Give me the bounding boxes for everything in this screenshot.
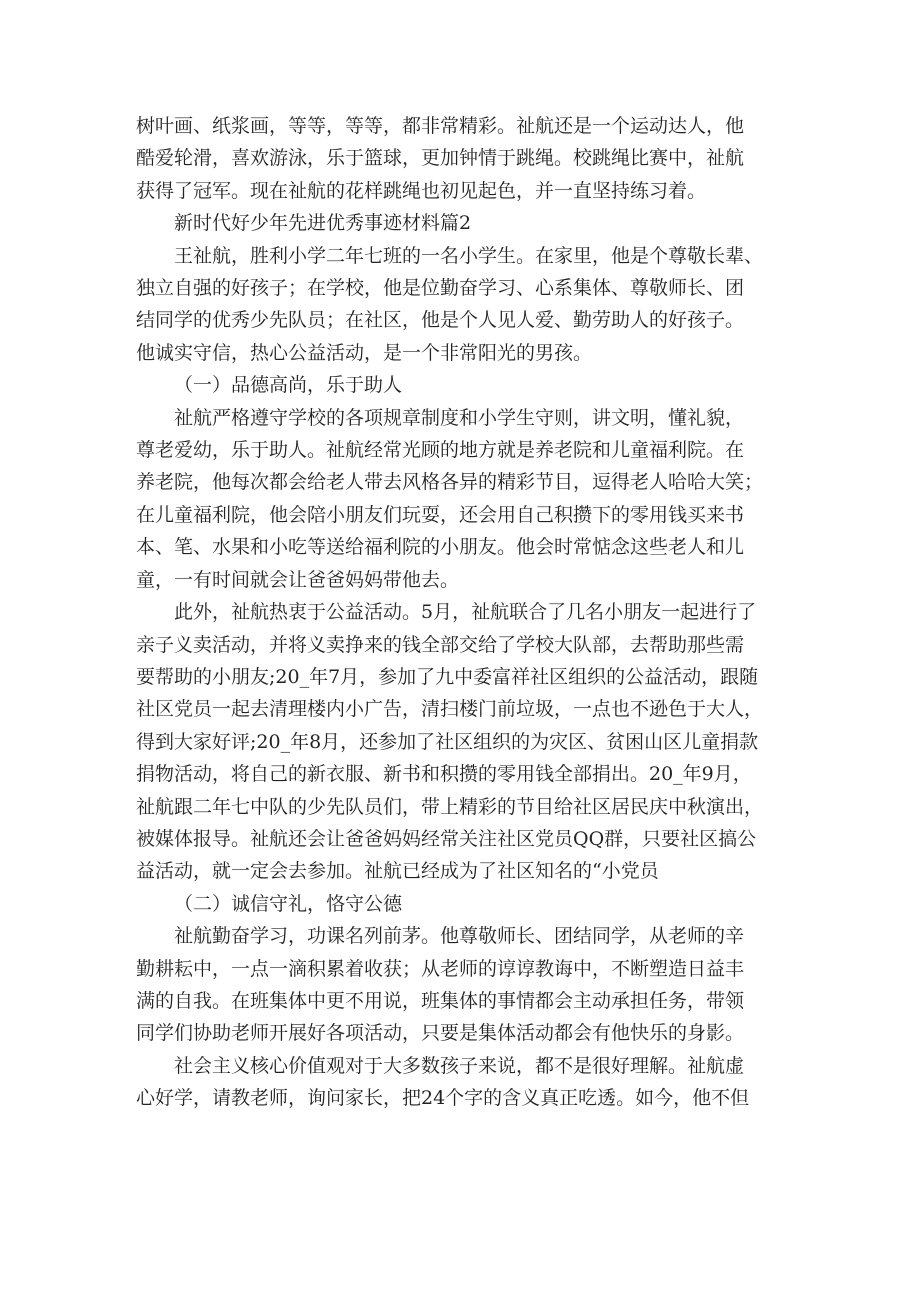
section-heading-2: （二）诚信守礼，恪守公德 <box>174 892 403 915</box>
section-heading-1: （一）品德高尚，乐于助人 <box>174 374 403 397</box>
document-page <box>136 110 798 1115</box>
paragraph-morality: 祉航严格遵守学校的各项规章制度和小学生守则，讲文明，懂礼貌， 尊老爱幼，乐于助人。祉航经常光顾的地方就是养老院和儿童福利院。在 养老院，他每次都会给老人带去风格各异的精彩节目，逗得老人哈哈大笑； 在儿童福利院，他会陪小朋友们玩耍，还会用自己积攒下的零用钱买来书 本、笔、水果和小吃等送给福利院的小朋友。他会时常惦念这些老人和儿 童，一有时间就会让爸爸妈妈带他去。 <box>136 406 764 591</box>
paragraph-intro: 王祉航，胜利小学二年七班的一名小学生。在家里，他是个尊敬长辈、 独立自强的好孩子；在学校，他是位勤奋学习、心系集体、尊敬师长、团 结同学的优秀少先队员；在社区，他是个人见人爱、勤劳助人的好孩子。 他诚实守信，热心公益活动，是一个非常阳光的男孩。 <box>136 244 764 364</box>
paragraph-values: 社会主义核心价值观对于大多数孩子来说，都不是很好理解。祉航虚 心好学，请教老师，询问家长，把24个字的含义真正吃透。如今，他不但 <box>136 1054 750 1110</box>
article-title: 新时代好少年先进优秀事迹材料篇2 <box>174 212 472 235</box>
paragraph-continuation: 树叶画、纸浆画，等等，等等，都非常精彩。祉航还是一个运动达人，他 酷爱轮滑，喜欢游泳，乐于篮球，更加钟情于跳绳。校跳绳比赛中，祉航 获得了冠军。现在祉航的花样跳绳也初见起色，并一直坚持练习着。 <box>136 115 745 202</box>
paragraph-charity: 此外，祉航热衷于公益活动。5月，祉航联合了几名小朋友一起进行了 亲子义卖活动，并将义卖挣来的钱全部交给了学校大队部，去帮助那些需 要帮助的小朋友;20_年7月，参加了九中委富祥社区组织的公益活动，跟随 社区党员一起去清理楼内小广告，清扫楼门前垃圾，一点也不逊色于大人， 得到大家好评;20_年8月，还参加了社区组织的为灾区、贫困山区儿童捐款 捐物活动，将自己的新衣服、新书和积攒的零用钱全部捐出。20_年9月， 祉航跟二年七中队的少先队员们，带上精彩的节目给社区居民庆中秋演出， 被媒体报导。祉航还会让爸爸妈妈经常关注社区党员QQ群，只要社区搞公 益活动，就一定会去参加。祉航已经成为了社区知名的“小党员 <box>136 601 764 883</box>
paragraph-study: 祉航勤奋学习，功课名列前茅。他尊敬师长、团结同学，从老师的辛 勤耕耘中，一点一滴积累着收获；从老师的谆谆教诲中，不断塑造日益丰 满的自我。在班集体中更不用说，班集体的事情都会主动承担任务，带领 同学们协助老师开展好各项活动，只要是集体活动都会有他快乐的身影。 <box>136 925 745 1045</box>
